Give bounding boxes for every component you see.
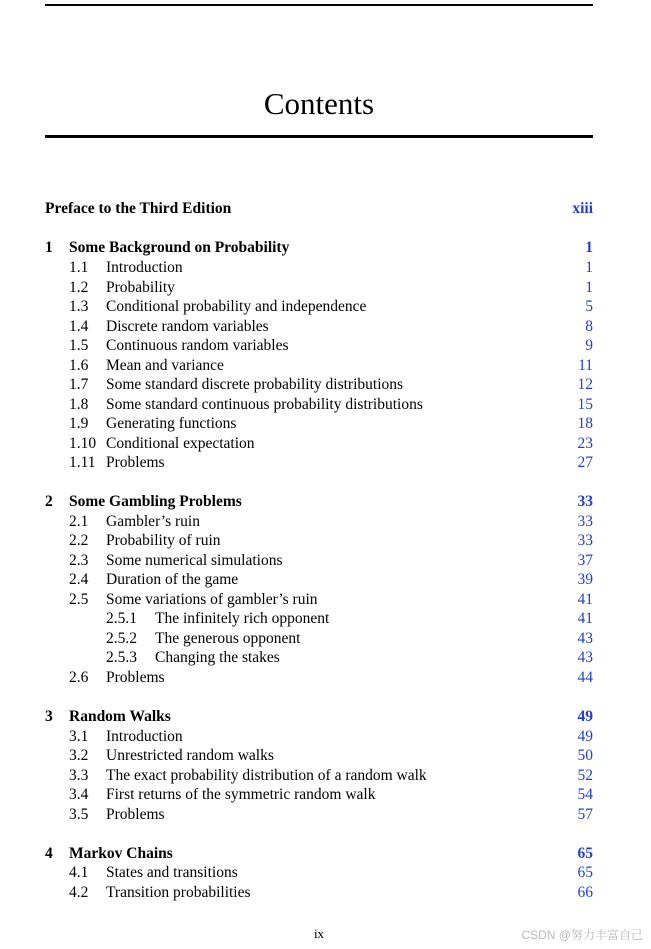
- toc-section-entry[interactable]: [45, 356, 593, 376]
- toc-entry-title: Mean and variance: [106, 357, 224, 374]
- toc-entry-title: Continuous random variables: [106, 337, 289, 354]
- toc-section-entry[interactable]: [45, 785, 593, 805]
- toc-page-link[interactable]: 23: [577, 435, 593, 452]
- page-title: Contents: [263, 86, 375, 121]
- toc-entry-number: 1.6: [69, 357, 89, 374]
- toc-page-link[interactable]: 1: [585, 239, 593, 256]
- toc-section-entry[interactable]: [45, 317, 593, 337]
- toc-entry-number: 3: [45, 708, 53, 725]
- toc-entry-number: 2.3: [69, 552, 89, 569]
- toc-entry-number: 1.1: [69, 259, 89, 276]
- toc-entry-number: 2.4: [69, 571, 89, 588]
- toc-page-link[interactable]: 12: [577, 376, 593, 393]
- toc-entry-number: 1: [45, 239, 53, 256]
- toc-entry-number: 1.7: [69, 376, 89, 393]
- toc-entry-title: Some numerical simulations: [106, 552, 283, 569]
- toc-page-link[interactable]: 65: [577, 845, 593, 862]
- toc-entry-title: Problems: [106, 454, 165, 471]
- toc-page-link[interactable]: 8: [585, 318, 593, 335]
- toc-section-entry[interactable]: [45, 414, 593, 434]
- toc-entry-title: Markov Chains: [69, 845, 173, 862]
- toc-page-link[interactable]: 1: [585, 279, 593, 296]
- toc-page-link[interactable]: 43: [577, 649, 593, 666]
- toc-chapter-entry[interactable]: [45, 707, 593, 727]
- toc-entry-title: The exact probability distribution of a random walk: [106, 767, 427, 784]
- toc-chapter-entry[interactable]: [45, 492, 593, 512]
- toc-subsection-entry[interactable]: [45, 629, 593, 649]
- toc-entry-number: 2.5.1: [106, 610, 137, 627]
- toc-entry-number: 2.1: [69, 513, 89, 530]
- toc-section-entry[interactable]: [45, 453, 593, 473]
- toc-entry-title: Unrestricted random walks: [106, 747, 274, 764]
- toc-section-entry[interactable]: [45, 766, 593, 786]
- toc-entry-title: First returns of the symmetric random walk: [106, 786, 376, 803]
- toc-section-entry[interactable]: [45, 570, 593, 590]
- toc-page-link[interactable]: 37: [577, 552, 593, 569]
- toc-entry-title: The infinitely rich opponent: [155, 610, 330, 627]
- toc-section-entry[interactable]: [45, 727, 593, 747]
- toc-section-entry[interactable]: [45, 258, 593, 278]
- toc-entry-title: Some variations of gambler’s ruin: [106, 591, 318, 608]
- toc-entry-title: Random Walks: [69, 708, 171, 725]
- toc-entry-title: Preface to the Third Edition: [45, 200, 232, 217]
- toc-entry-title: Generating functions: [106, 415, 237, 432]
- toc-entry-number: 1.3: [69, 298, 89, 315]
- toc-section-entry[interactable]: [45, 336, 593, 356]
- toc-page-link[interactable]: 33: [577, 493, 593, 510]
- toc-entry-title: The generous opponent: [155, 630, 301, 647]
- toc-page-link[interactable]: 33: [577, 513, 593, 530]
- toc-page-link[interactable]: 43: [577, 630, 593, 647]
- toc-page-link[interactable]: xiii: [572, 200, 593, 217]
- toc-page-link[interactable]: 39: [577, 571, 593, 588]
- toc-chapter-entry[interactable]: [45, 844, 593, 864]
- toc-section-entry[interactable]: [45, 590, 593, 610]
- toc-entry-number: 4.2: [69, 884, 89, 901]
- toc-section-entry[interactable]: [45, 668, 593, 688]
- toc-section-entry[interactable]: [45, 395, 593, 415]
- toc-section-entry[interactable]: [45, 278, 593, 298]
- toc-page-link[interactable]: 54: [577, 786, 593, 803]
- toc-entry-number: 2: [45, 493, 53, 510]
- toc-entry-title: Introduction: [106, 259, 183, 276]
- toc-page-link[interactable]: 27: [577, 454, 593, 471]
- toc-entry-title: Conditional expectation: [106, 435, 255, 452]
- toc-subsection-entry[interactable]: [45, 648, 593, 668]
- toc-entry-title: Discrete random variables: [106, 318, 269, 335]
- toc-entry-number: 3.4: [69, 786, 89, 803]
- toc-page-link[interactable]: 65: [577, 864, 593, 881]
- toc-entry-number: 3.5: [69, 806, 89, 823]
- toc-entry-title: Probability: [106, 279, 175, 296]
- toc-entry-number: 4: [45, 845, 53, 862]
- toc-page-link[interactable]: 41: [577, 610, 593, 627]
- toc-entry-title: Some Background on Probability: [69, 239, 290, 256]
- toc-entry-number: 1.2: [69, 279, 89, 296]
- toc-entry-number: 1.8: [69, 396, 89, 413]
- toc-section-entry[interactable]: [45, 434, 593, 454]
- toc-entry-number: 1.9: [69, 415, 89, 432]
- toc-section-entry[interactable]: [45, 863, 593, 883]
- toc-entry-number: 3.3: [69, 767, 89, 784]
- toc-section-entry[interactable]: [45, 805, 593, 825]
- toc-section-entry[interactable]: [45, 551, 593, 571]
- toc-entry-number: 3.1: [69, 728, 89, 745]
- title-rule: [45, 135, 593, 138]
- toc-entry-number: 2.5.2: [106, 630, 137, 647]
- toc-page-link[interactable]: 9: [585, 337, 593, 354]
- toc-page-link[interactable]: 5: [585, 298, 593, 315]
- toc-section-entry[interactable]: [45, 883, 593, 903]
- toc-page-link[interactable]: 52: [577, 767, 593, 784]
- toc-entry-number: 2.2: [69, 532, 89, 549]
- toc-entry-title: Some Gambling Problems: [69, 493, 242, 510]
- toc-section-entry[interactable]: [45, 297, 593, 317]
- toc-entry-title: States and transitions: [106, 864, 238, 881]
- toc-entry-title: Gambler’s ruin: [106, 513, 200, 530]
- toc-page-link[interactable]: 11: [578, 357, 593, 374]
- toc-section-entry[interactable]: [45, 512, 593, 532]
- toc-page-link[interactable]: 49: [577, 728, 593, 745]
- toc-entry-number: 1.4: [69, 318, 89, 335]
- toc-page-link[interactable]: 50: [577, 747, 593, 764]
- toc-entry-title: Some standard discrete probability distributions: [106, 376, 404, 393]
- footer-page-number: ix: [313, 926, 325, 941]
- toc-subsection-entry[interactable]: [45, 609, 593, 629]
- toc-page-link[interactable]: 41: [577, 591, 593, 608]
- toc-entry-number: 2.6: [69, 669, 89, 686]
- toc-entry-number: 4.1: [69, 864, 89, 881]
- toc-section-entry[interactable]: [45, 375, 593, 395]
- toc-entry-number: 3.2: [69, 747, 89, 764]
- toc-entry-number: 2.5: [69, 591, 89, 608]
- toc-entry-title: Transition probabilities: [106, 884, 251, 901]
- toc-entry-title: Changing the stakes: [155, 649, 280, 666]
- toc-entry-number: 1.5: [69, 337, 89, 354]
- toc-page-link[interactable]: 15: [577, 396, 593, 413]
- toc-entry-number: 1.11: [69, 454, 96, 471]
- toc-page-link[interactable]: 33: [577, 532, 593, 549]
- toc-page-link[interactable]: 18: [577, 415, 593, 432]
- toc-chapter-entry[interactable]: [45, 238, 593, 258]
- toc-page-link[interactable]: 44: [577, 669, 593, 686]
- toc-entry-title: Introduction: [106, 728, 183, 745]
- toc-entry-title: Problems: [106, 669, 165, 686]
- toc-section-entry[interactable]: [45, 746, 593, 766]
- toc-entry-title: Problems: [106, 806, 165, 823]
- toc-chapter-entry[interactable]: [45, 199, 593, 219]
- toc-entry-number: 2.5.3: [106, 649, 137, 666]
- toc-page-link[interactable]: 66: [577, 884, 593, 901]
- toc-page-link[interactable]: 57: [577, 806, 593, 823]
- toc-page-link[interactable]: 49: [577, 708, 593, 725]
- toc-entry-title: Probability of ruin: [106, 532, 221, 549]
- toc-entry-title: Some standard continuous probability distributions: [106, 396, 423, 413]
- watermark: CSDN @努力丰富自己: [521, 928, 643, 942]
- top-rule: [45, 4, 593, 6]
- toc-entry-title: Duration of the game: [106, 571, 239, 588]
- toc-page-link[interactable]: 1: [585, 259, 593, 276]
- toc-section-entry[interactable]: [45, 531, 593, 551]
- toc-entry-title: Conditional probability and independence: [106, 298, 367, 315]
- toc-entry-number: 1.10: [69, 435, 97, 452]
